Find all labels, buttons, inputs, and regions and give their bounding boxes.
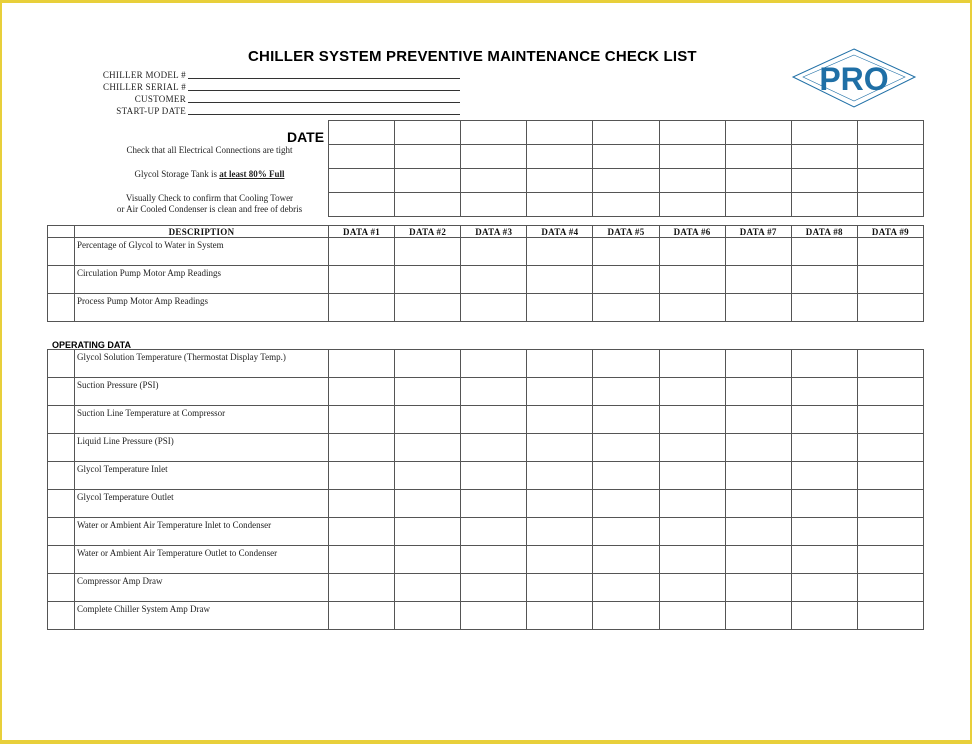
data-entry-cell[interactable] (857, 350, 923, 378)
data-entry-cell[interactable] (659, 266, 725, 294)
data-entry-cell[interactable] (461, 490, 527, 518)
check-cell[interactable] (461, 169, 527, 193)
data-entry-cell[interactable] (725, 490, 791, 518)
data-entry-cell[interactable] (329, 406, 395, 434)
row-description: Suction Pressure (PSI) (75, 378, 329, 406)
data-entry-cell[interactable] (791, 546, 857, 574)
data-entry-cell[interactable] (791, 294, 857, 322)
data-entry-cell[interactable] (725, 238, 791, 266)
date-cell[interactable] (659, 121, 725, 145)
data-entry-cell[interactable] (527, 266, 593, 294)
operating-data-table (47, 349, 924, 630)
check-cell[interactable] (461, 193, 527, 217)
row-index-cell (48, 518, 75, 546)
data-entry-cell[interactable] (857, 574, 923, 602)
data-entry-cell[interactable] (395, 518, 461, 546)
row-description: Glycol Temperature Inlet (75, 462, 329, 490)
data-entry-cell[interactable] (395, 406, 461, 434)
check-cell[interactable] (527, 145, 593, 169)
chiller-serial-label: CHILLER SERIAL # (103, 82, 186, 92)
data-entry-cell[interactable] (461, 238, 527, 266)
checklist-sheet (2, 3, 970, 740)
data-entry-cell[interactable] (395, 294, 461, 322)
data-entry-cell[interactable] (329, 518, 395, 546)
row-index-cell (48, 238, 75, 266)
data-entry-cell[interactable] (725, 294, 791, 322)
data-col-8-header: DATA #8 (791, 226, 857, 238)
operating-data-row (48, 434, 924, 462)
check-row-visual (329, 193, 924, 217)
data-col-6-header: DATA #6 (659, 226, 725, 238)
data-entry-cell[interactable] (725, 574, 791, 602)
data-entry-cell[interactable] (461, 294, 527, 322)
data-entry-cell[interactable] (395, 434, 461, 462)
check-cell[interactable] (395, 145, 461, 169)
check-cell[interactable] (329, 145, 395, 169)
data-entry-cell[interactable] (395, 462, 461, 490)
data-entry-cell[interactable] (329, 294, 395, 322)
operating-data-heading: OPERATING DATA (52, 340, 131, 350)
data-entry-cell[interactable] (791, 602, 857, 630)
page-title: CHILLER SYSTEM PREVENTIVE MAINTENANCE CHECK LIST (248, 48, 697, 65)
row-description: Water or Ambient Air Temperature Outlet to Condenser (75, 546, 329, 574)
data-entry-cell[interactable] (659, 602, 725, 630)
data-col-1-header: DATA #1 (329, 226, 395, 238)
data-entry-cell[interactable] (659, 434, 725, 462)
data-entry-cell[interactable] (791, 434, 857, 462)
data-entry-cell[interactable] (659, 490, 725, 518)
date-cell[interactable] (527, 121, 593, 145)
description-row (48, 238, 924, 266)
data-entry-cell[interactable] (461, 378, 527, 406)
row-description: Compressor Amp Draw (75, 574, 329, 602)
data-entry-cell[interactable] (395, 602, 461, 630)
data-entry-cell[interactable] (461, 462, 527, 490)
row-description: Process Pump Motor Amp Readings (75, 294, 329, 322)
check-cell[interactable] (791, 193, 857, 217)
chiller-serial-field[interactable] (188, 90, 460, 91)
date-cell[interactable] (461, 121, 527, 145)
data-col-9-header: DATA #9 (857, 226, 923, 238)
data-entry-cell[interactable] (593, 574, 659, 602)
data-entry-cell[interactable] (593, 518, 659, 546)
data-entry-cell[interactable] (857, 378, 923, 406)
data-entry-cell[interactable] (329, 602, 395, 630)
data-entry-cell[interactable] (857, 518, 923, 546)
row-index-cell (48, 546, 75, 574)
check-row-electrical (329, 145, 924, 169)
check-cell[interactable] (593, 169, 659, 193)
check-cell[interactable] (857, 169, 923, 193)
check-cell[interactable] (593, 145, 659, 169)
check-electrical-label: Check that all Electrical Connections are tight (126, 145, 293, 155)
operating-data-row (48, 406, 924, 434)
data-entry-cell[interactable] (659, 518, 725, 546)
data-entry-cell[interactable] (527, 434, 593, 462)
data-entry-cell[interactable] (461, 406, 527, 434)
description-row (48, 294, 924, 322)
row-description: Glycol Solution Temperature (Thermostat Display Temp.) (75, 350, 329, 378)
date-check-grid (328, 120, 924, 217)
data-entry-cell[interactable] (857, 406, 923, 434)
date-label: DATE (287, 129, 325, 145)
data-entry-cell[interactable] (857, 462, 923, 490)
data-entry-cell[interactable] (527, 574, 593, 602)
date-row (329, 121, 924, 145)
check-visual-label-2: or Air Cooled Condenser is clean and free of debris (116, 204, 303, 214)
data-entry-cell[interactable] (725, 462, 791, 490)
data-entry-cell[interactable] (527, 462, 593, 490)
data-entry-cell[interactable] (593, 238, 659, 266)
data-entry-cell[interactable] (725, 406, 791, 434)
row-description: Complete Chiller System Amp Draw (75, 602, 329, 630)
data-entry-cell[interactable] (461, 574, 527, 602)
data-entry-cell[interactable] (527, 490, 593, 518)
check-glycol-prefix: Glycol Storage Tank is (134, 169, 220, 179)
data-entry-cell[interactable] (659, 406, 725, 434)
data-entry-cell[interactable] (461, 266, 527, 294)
data-entry-cell[interactable] (659, 574, 725, 602)
operating-data-row (48, 490, 924, 518)
data-entry-cell[interactable] (329, 266, 395, 294)
data-entry-cell[interactable] (791, 574, 857, 602)
check-glycol-emphasis: at least 80% Full (219, 169, 285, 179)
row-index-cell (48, 266, 75, 294)
operating-data-row (48, 602, 924, 630)
data-entry-cell[interactable] (725, 518, 791, 546)
row-description: Suction Line Temperature at Compressor (75, 406, 329, 434)
row-description: Glycol Temperature Outlet (75, 490, 329, 518)
data-entry-cell[interactable] (329, 350, 395, 378)
row-index-cell (48, 350, 75, 378)
check-cell[interactable] (791, 169, 857, 193)
row-index-cell (48, 434, 75, 462)
data-entry-cell[interactable] (329, 434, 395, 462)
data-entry-cell[interactable] (659, 238, 725, 266)
data-entry-cell[interactable] (791, 406, 857, 434)
row-index-cell (48, 378, 75, 406)
date-cell[interactable] (593, 121, 659, 145)
data-entry-cell[interactable] (461, 602, 527, 630)
row-index-cell (48, 294, 75, 322)
data-entry-cell[interactable] (461, 434, 527, 462)
check-cell[interactable] (593, 193, 659, 217)
data-entry-cell[interactable] (725, 266, 791, 294)
operating-data-row (48, 462, 924, 490)
data-entry-cell[interactable] (725, 378, 791, 406)
pro-logo (787, 43, 922, 119)
data-entry-cell[interactable] (395, 266, 461, 294)
data-entry-cell[interactable] (395, 574, 461, 602)
customer-label: CUSTOMER (134, 94, 186, 104)
description-body (48, 238, 924, 322)
check-row-glycol (329, 169, 924, 193)
data-entry-cell[interactable] (329, 574, 395, 602)
chiller-model-field[interactable] (188, 78, 460, 79)
operating-data-row (48, 350, 924, 378)
check-cell[interactable] (527, 169, 593, 193)
data-entry-cell[interactable] (857, 266, 923, 294)
data-entry-cell[interactable] (593, 266, 659, 294)
check-cell[interactable] (791, 145, 857, 169)
data-entry-cell[interactable] (527, 518, 593, 546)
data-entry-cell[interactable] (791, 378, 857, 406)
data-entry-cell[interactable] (593, 378, 659, 406)
check-cell[interactable] (395, 193, 461, 217)
date-cell[interactable] (857, 121, 923, 145)
startup-date-label: START-UP DATE (116, 106, 186, 116)
data-entry-cell[interactable] (329, 378, 395, 406)
check-cell[interactable] (329, 169, 395, 193)
data-entry-cell[interactable] (527, 546, 593, 574)
date-cell[interactable] (725, 121, 791, 145)
data-entry-cell[interactable] (593, 546, 659, 574)
data-entry-cell[interactable] (791, 350, 857, 378)
data-entry-cell[interactable] (857, 238, 923, 266)
row-description: Percentage of Glycol to Water in System (75, 238, 329, 266)
data-entry-cell[interactable] (791, 238, 857, 266)
data-entry-cell[interactable] (593, 406, 659, 434)
header-index-cell (48, 226, 75, 238)
chiller-model-label: CHILLER MODEL # (102, 70, 186, 80)
operating-data-row (48, 378, 924, 406)
data-entry-cell[interactable] (857, 490, 923, 518)
operating-data-row (48, 546, 924, 574)
data-entry-cell[interactable] (329, 462, 395, 490)
data-entry-cell[interactable] (593, 602, 659, 630)
data-col-4-header: DATA #4 (527, 226, 593, 238)
row-index-cell (48, 602, 75, 630)
startup-date-field[interactable] (188, 114, 460, 115)
description-header: DESCRIPTION (75, 226, 329, 238)
check-cell[interactable] (659, 193, 725, 217)
data-entry-cell[interactable] (527, 602, 593, 630)
data-entry-cell[interactable] (659, 350, 725, 378)
data-entry-cell[interactable] (527, 406, 593, 434)
data-col-2-header: DATA #2 (395, 226, 461, 238)
check-cell[interactable] (725, 145, 791, 169)
data-entry-cell[interactable] (659, 378, 725, 406)
date-cell[interactable] (395, 121, 461, 145)
check-visual-label-1: Visually Check to confirm that Cooling Tower (125, 193, 294, 203)
data-entry-cell[interactable] (329, 546, 395, 574)
data-entry-cell[interactable] (329, 238, 395, 266)
date-cell[interactable] (791, 121, 857, 145)
operating-data-row (48, 574, 924, 602)
data-entry-cell[interactable] (857, 602, 923, 630)
data-entry-cell[interactable] (527, 294, 593, 322)
check-cell[interactable] (857, 145, 923, 169)
check-cell[interactable] (725, 169, 791, 193)
row-index-cell (48, 462, 75, 490)
data-entry-cell[interactable] (461, 350, 527, 378)
data-entry-cell[interactable] (329, 490, 395, 518)
data-entry-cell[interactable] (659, 294, 725, 322)
data-col-3-header: DATA #3 (461, 226, 527, 238)
row-index-cell (48, 406, 75, 434)
date-cell[interactable] (329, 121, 395, 145)
data-entry-cell[interactable] (659, 546, 725, 574)
description-table (47, 225, 924, 322)
data-entry-cell[interactable] (593, 462, 659, 490)
data-entry-cell[interactable] (791, 266, 857, 294)
data-entry-cell[interactable] (593, 434, 659, 462)
check-cell[interactable] (659, 145, 725, 169)
data-entry-cell[interactable] (395, 546, 461, 574)
data-entry-cell[interactable] (725, 602, 791, 630)
data-col-7-header: DATA #7 (725, 226, 791, 238)
logo-text: PRO (819, 61, 889, 97)
data-entry-cell[interactable] (659, 462, 725, 490)
data-entry-cell[interactable] (395, 378, 461, 406)
data-entry-cell[interactable] (527, 378, 593, 406)
data-entry-cell[interactable] (791, 462, 857, 490)
data-entry-cell[interactable] (791, 518, 857, 546)
data-entry-cell[interactable] (593, 294, 659, 322)
data-entry-cell[interactable] (725, 546, 791, 574)
row-description: Liquid Line Pressure (PSI) (75, 434, 329, 462)
row-description: Circulation Pump Motor Amp Readings (75, 266, 329, 294)
check-cell[interactable] (527, 193, 593, 217)
data-entry-cell[interactable] (857, 434, 923, 462)
operating-data-body (48, 350, 924, 630)
data-entry-cell[interactable] (725, 350, 791, 378)
check-glycol-label (102, 169, 317, 179)
description-row (48, 266, 924, 294)
data-entry-cell[interactable] (461, 518, 527, 546)
check-cell[interactable] (395, 169, 461, 193)
data-entry-cell[interactable] (395, 238, 461, 266)
data-entry-cell[interactable] (395, 350, 461, 378)
data-entry-cell[interactable] (527, 350, 593, 378)
data-entry-cell[interactable] (527, 238, 593, 266)
check-cell[interactable] (857, 193, 923, 217)
check-cell[interactable] (725, 193, 791, 217)
check-cell[interactable] (659, 169, 725, 193)
data-entry-cell[interactable] (857, 294, 923, 322)
data-entry-cell[interactable] (857, 546, 923, 574)
row-index-cell (48, 574, 75, 602)
data-entry-cell[interactable] (395, 490, 461, 518)
data-entry-cell[interactable] (593, 490, 659, 518)
data-entry-cell[interactable] (791, 490, 857, 518)
customer-field[interactable] (188, 102, 460, 103)
description-header-row (48, 226, 924, 238)
data-col-5-header: DATA #5 (593, 226, 659, 238)
data-entry-cell[interactable] (725, 434, 791, 462)
data-entry-cell[interactable] (593, 350, 659, 378)
check-cell[interactable] (329, 193, 395, 217)
operating-data-row (48, 518, 924, 546)
check-cell[interactable] (461, 145, 527, 169)
data-entry-cell[interactable] (461, 546, 527, 574)
row-description: Water or Ambient Air Temperature Inlet to Condenser (75, 518, 329, 546)
row-index-cell (48, 490, 75, 518)
